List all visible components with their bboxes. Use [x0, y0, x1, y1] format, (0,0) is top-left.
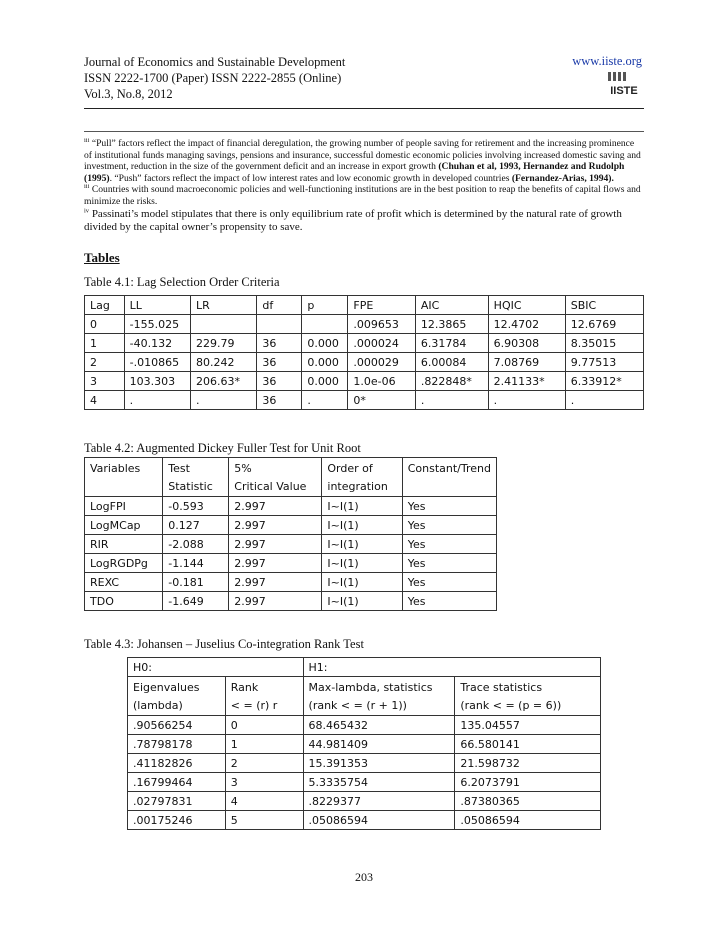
column-header: [128, 677, 226, 716]
header-rule: [84, 108, 644, 109]
table-cell: 6.2073791: [455, 773, 601, 792]
table-cell: 6.90308: [488, 334, 565, 353]
table-row: [85, 353, 644, 372]
table-cell: LogMCap: [85, 516, 163, 535]
lag-selection-table: [84, 295, 644, 410]
column-header: AIC: [415, 296, 488, 315]
column-header-line: (rank < = (p = 6)): [460, 699, 562, 712]
table-cell: .: [488, 391, 565, 410]
table-cell: 0*: [348, 391, 415, 410]
table-cell: 6.31784: [415, 334, 488, 353]
column-header: [455, 677, 601, 716]
table-cell: Yes: [402, 592, 496, 611]
table-cell: 2: [225, 754, 303, 773]
table-cell: Yes: [402, 535, 496, 554]
table-cell: 0.000: [302, 334, 348, 353]
table-row: [85, 334, 644, 353]
column-header-line: < = (r) r: [230, 699, 278, 712]
table-cell: TDO: [85, 592, 163, 611]
table-cell: 2: [85, 353, 125, 372]
table-cell: -40.132: [124, 334, 190, 353]
column-header: [85, 458, 163, 497]
table-cell: 2.997: [229, 573, 322, 592]
column-header: [402, 458, 496, 497]
table-cell: Yes: [402, 516, 496, 535]
table-cell: 229.79: [191, 334, 257, 353]
column-header-line: [408, 478, 491, 496]
column-header-line: Test: [168, 462, 190, 475]
johansen-rank-test-table: [127, 657, 601, 830]
table-cell: .41182826: [128, 754, 226, 773]
table-cell: .05086594: [455, 811, 601, 830]
table-cell: 12.6769: [565, 315, 643, 334]
table-cell: 0.000: [302, 372, 348, 391]
column-header-line: (rank < = (r + 1)): [308, 699, 407, 712]
table-cell: .822848*: [415, 372, 488, 391]
table-cell: Yes: [402, 554, 496, 573]
table-cell: 80.242: [191, 353, 257, 372]
table2-caption: Table 4.2: Augmented Dickey Fuller Test for Unit Root: [84, 441, 361, 455]
journal-title: Journal of Economics and Sustainable Development: [84, 55, 346, 69]
endnote-5: $^{iv}$ Passinati’s model stipulates that there is only equilibrium rate of profit which is determined by the natural rate of growth divided by the capital owner’s propensity to save.: [84, 206, 622, 233]
table-cell: I~I(1): [322, 554, 402, 573]
table-cell: 36: [257, 372, 302, 391]
table-cell: .05086594: [303, 811, 455, 830]
table-cell: -0.181: [163, 573, 229, 592]
journal-volume: Vol.3, No.8, 2012: [84, 87, 173, 101]
column-header-line: 5%: [234, 462, 252, 475]
table-cell: -1.649: [163, 592, 229, 611]
table-cell: 0.127: [163, 516, 229, 535]
table-cell: 1: [225, 735, 303, 754]
table-cell: 0: [225, 716, 303, 735]
iiste-logo: [606, 70, 642, 96]
hypothesis-row: [128, 658, 601, 677]
column-header-line: Statistic: [168, 480, 213, 493]
column-header-line: Constant/Trend: [407, 462, 491, 475]
table-cell: 0: [85, 315, 125, 334]
table-cell: 2.997: [229, 497, 322, 516]
table-cell: Yes: [402, 497, 496, 516]
table-row: [128, 811, 601, 830]
table-row: [85, 315, 644, 334]
table-cell: REXC: [85, 573, 163, 592]
table-row: [128, 792, 601, 811]
tables-heading: Tables: [84, 250, 120, 265]
table-cell: 7.08769: [488, 353, 565, 372]
journal-url[interactable]: www.iiste.org: [572, 54, 642, 68]
column-header: [229, 458, 322, 497]
table-row: [85, 391, 644, 410]
table-cell: 5: [225, 811, 303, 830]
table-cell: I~I(1): [322, 573, 402, 592]
table-row: [128, 754, 601, 773]
table-cell: I~I(1): [322, 516, 402, 535]
table-cell: .009653: [348, 315, 415, 334]
column-header-line: Trace statistics: [460, 681, 543, 694]
table-row: [85, 592, 497, 611]
table-cell: 44.981409: [303, 735, 455, 754]
table-row: [85, 516, 497, 535]
table-cell: .: [124, 391, 190, 410]
table1-caption: Table 4.1: Lag Selection Order Criteria: [84, 275, 280, 289]
journal-issn: ISSN 2222-1700 (Paper) ISSN 2222-2855 (Online): [84, 71, 342, 85]
endnote-4: $^{iii}$ Countries with sound macroeconomic policies and well-functioning institutions are in the best position to reap the benefits of capital flows and minimize the risks.: [84, 183, 641, 207]
table-cell: 3: [225, 773, 303, 792]
column-header-line: integration: [327, 480, 388, 493]
page-number: 203: [355, 870, 373, 884]
table3-caption: Table 4.3: Johansen – Juselius Co-integration Rank Test: [84, 637, 364, 651]
table-cell: 1: [85, 334, 125, 353]
table-cell: Yes: [402, 573, 496, 592]
logo-text: IISTE: [610, 85, 638, 96]
table-header-row: [128, 677, 601, 716]
column-header: FPE: [348, 296, 415, 315]
table-cell: [191, 315, 257, 334]
table-cell: .8229377: [303, 792, 455, 811]
column-header: LL: [124, 296, 190, 315]
table-cell: .78798178: [128, 735, 226, 754]
table-cell: 2.997: [229, 516, 322, 535]
endnote-3: $^{iii}$ “Pull” factors reflect the impact of financial deregulation, the growing number of people saving for retirement and the increasing prominence of institutional funds managing savings, pensions and insurance, successful domestic economic policies involving increased domestic saving and investment, reduction in the size of the government deficit and an increase in export growth (Chuhan et al, 1993, Hernandez and Rudolph (1995). “Push” factors reflect the impact of low interest rates and low economic growth in developed countries (Fernandez-Arias, 1994).: [84, 136, 641, 184]
column-header: [322, 458, 402, 497]
table-cell: 4: [85, 391, 125, 410]
table-cell: .02797831: [128, 792, 226, 811]
table-cell: 12.3865: [415, 315, 488, 334]
table-cell: .: [565, 391, 643, 410]
table-cell: .87380365: [455, 792, 601, 811]
table-cell: I~I(1): [322, 497, 402, 516]
table-row: [85, 372, 644, 391]
h1-header: H1:: [303, 658, 600, 677]
column-header-line: Critical Value: [234, 480, 307, 493]
table-cell: .: [191, 391, 257, 410]
column-header: Lag: [85, 296, 125, 315]
table-row: [85, 535, 497, 554]
table-cell: 36: [257, 334, 302, 353]
column-header: [163, 458, 229, 497]
column-header-line: Eigenvalues: [133, 681, 200, 694]
table-cell: -155.025: [124, 315, 190, 334]
table-cell: 2.997: [229, 592, 322, 611]
column-header-line: (lambda): [133, 699, 183, 712]
table-cell: [257, 315, 302, 334]
table-cell: 21.598732: [455, 754, 601, 773]
notes-rule: [84, 131, 644, 132]
column-header-line: Variables: [90, 462, 141, 475]
table-cell: 6.33912*: [565, 372, 643, 391]
table-cell: 2.41133*: [488, 372, 565, 391]
table-cell: -2.088: [163, 535, 229, 554]
table-cell: 5.3335754: [303, 773, 455, 792]
table-cell: 8.35015: [565, 334, 643, 353]
column-header: LR: [191, 296, 257, 315]
column-header: HQIC: [488, 296, 565, 315]
h0-header: H0:: [128, 658, 304, 677]
table-cell: 0.000: [302, 353, 348, 372]
table-cell: .000029: [348, 353, 415, 372]
table-row: [85, 554, 497, 573]
table-cell: 36: [257, 353, 302, 372]
column-header-line: Order of: [327, 462, 373, 475]
table-row: [85, 573, 497, 592]
table-cell: .00175246: [128, 811, 226, 830]
table-cell: 1.0e-06: [348, 372, 415, 391]
column-header: SBIC: [565, 296, 643, 315]
table-header-row: [85, 296, 644, 315]
table-row: [85, 497, 497, 516]
column-header: [303, 677, 455, 716]
column-header-line: [90, 478, 157, 496]
table-cell: .16799464: [128, 773, 226, 792]
table-row: [128, 735, 601, 754]
table-cell: .90566254: [128, 716, 226, 735]
table-cell: .000024: [348, 334, 415, 353]
table-cell: 206.63*: [191, 372, 257, 391]
table-cell: [302, 315, 348, 334]
table-row: [128, 773, 601, 792]
column-header: [225, 677, 303, 716]
table-cell: RIR: [85, 535, 163, 554]
table-cell: -0.593: [163, 497, 229, 516]
table-cell: 9.77513: [565, 353, 643, 372]
adf-unit-root-table: [84, 457, 497, 611]
column-header-line: Max-lambda, statistics: [308, 681, 433, 694]
table-cell: 4: [225, 792, 303, 811]
table-cell: 68.465432: [303, 716, 455, 735]
table-header-row: [85, 458, 497, 497]
table-cell: I~I(1): [322, 535, 402, 554]
table-cell: 2.997: [229, 554, 322, 573]
table-cell: 6.00084: [415, 353, 488, 372]
table-cell: 15.391353: [303, 754, 455, 773]
table-cell: 36: [257, 391, 302, 410]
column-header: p: [302, 296, 348, 315]
table-cell: 103.303: [124, 372, 190, 391]
table-cell: 3: [85, 372, 125, 391]
column-header: df: [257, 296, 302, 315]
table-cell: -1.144: [163, 554, 229, 573]
journal-header: [84, 54, 345, 102]
table-cell: .: [415, 391, 488, 410]
table-cell: 2.997: [229, 535, 322, 554]
column-header-line: Rank: [230, 681, 259, 694]
table-cell: .: [302, 391, 348, 410]
table-row: [128, 716, 601, 735]
table-cell: I~I(1): [322, 592, 402, 611]
table-cell: 135.04557: [455, 716, 601, 735]
table-cell: 66.580141: [455, 735, 601, 754]
table-cell: LogFPI: [85, 497, 163, 516]
table-cell: -.010865: [124, 353, 190, 372]
endnotes: [84, 138, 644, 234]
table-cell: LogRGDPg: [85, 554, 163, 573]
table-cell: 12.4702: [488, 315, 565, 334]
